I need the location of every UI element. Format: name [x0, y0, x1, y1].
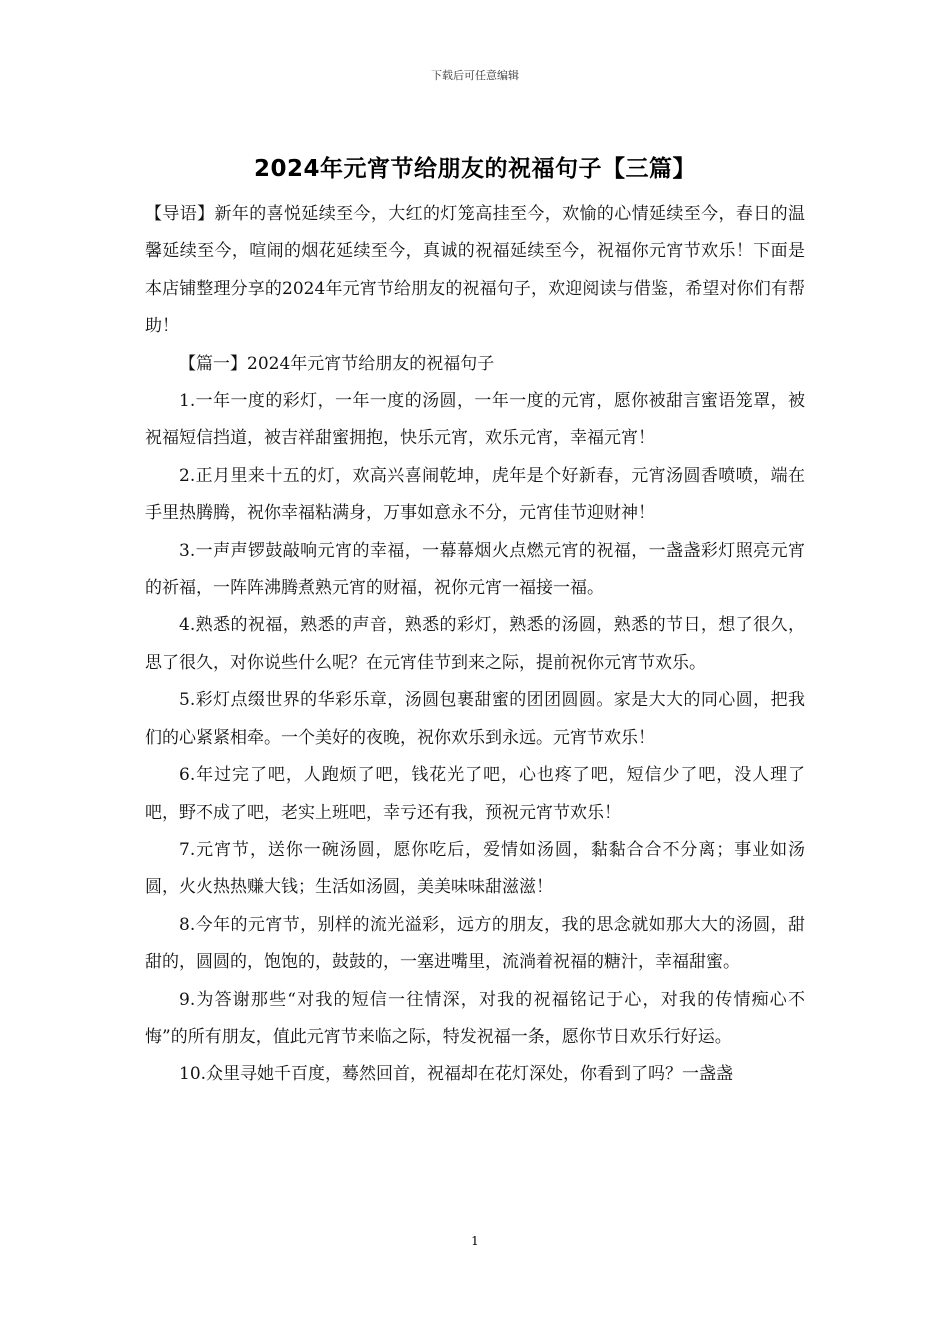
- list-item: 2.正月里来十五的灯，欢高兴喜闹乾坤，虎年是个好新春，元宵汤圆香喷喷，端在手里热腾腾，祝你幸福粘满身，万事如意永不分，元宵佳节迎财神！: [145, 465, 805, 524]
- list-item: 7.元宵节，送你一碗汤圆，愿你吃后，爱情如汤圆，黏黏合合不分离；事业如汤圆，火火热热赚大钱；生活如汤圆，美美味味甜滋滋！: [145, 839, 805, 898]
- intro-paragraph: 【导语】新年的喜悦延续至今，大红的灯笼高挂至今，欢愉的心情延续至今，春日的温馨延续至今，喧闹的烟花延续至今，真诚的祝福延续至今，祝福你元宵节欢乐！下面是本店铺整理分享的2024年元宵节给朋友的祝福句子，欢迎阅读与借鉴，希望对你们有帮助！: [145, 204, 805, 337]
- page-number: 1: [471, 1234, 479, 1248]
- list-item: 4.熟悉的祝福，熟悉的声音，熟悉的彩灯，熟悉的汤圆，熟悉的节日，想了很久，思了很久，对你说些什么呢？在元宵佳节到来之际，提前祝你元宵节欢乐。: [145, 615, 805, 673]
- document-title: 2024年元宵节给朋友的祝福句子【三篇】: [253, 156, 696, 182]
- document-body: [145, 196, 805, 1094]
- header-note: 下载后可任意编辑: [431, 69, 519, 82]
- list-item: 6.年过完了吧，人跑烦了吧，钱花光了吧，心也疼了吧，短信少了吧，没人理了吧，野不成了吧，老实上班吧，幸亏还有我，预祝元宵节欢乐！: [145, 765, 805, 823]
- list-item: 5.彩灯点缀世界的华彩乐章，汤圆包裹甜蜜的团团圆圆。家是大大的同心圆，把我们的心紧紧相牵。一个美好的夜晚，祝你欢乐到永远。元宵节欢乐！: [145, 690, 805, 748]
- section-heading: 【篇一】2024年元宵节给朋友的祝福句子: [179, 353, 495, 374]
- list-item: 9.为答谢那些“对我的短信一往情深，对我的祝福铭记于心，对我的传情痴心不悔”的所有朋友，值此元宵节来临之际，特发祝福一条，愿你节日欢乐行好运。: [145, 989, 805, 1047]
- list-item: 8.今年的元宵节，别样的流光溢彩，远方的朋友，我的思念就如那大大的汤圆，甜甜的，圆圆的，饱饱的，鼓鼓的，一塞进嘴里，流淌着祝福的糖汁，幸福甜蜜。: [145, 914, 805, 973]
- list-item: 10.众里寻她千百度，蓦然回首，祝福却在花灯深处，你看到了吗？一盏盏: [179, 1064, 734, 1085]
- list-item: 1.一年一度的彩灯，一年一度的汤圆，一年一度的元宵，愿你被甜言蜜语笼罩，被祝福短信挡道，被吉祥甜蜜拥抱，快乐元宵，欢乐元宵，幸福元宵！: [145, 391, 805, 449]
- list-item: 3.一声声锣鼓敲响元宵的幸福，一幕幕烟火点燃元宵的祝福，一盏盏彩灯照亮元宵的祈福，一阵阵沸腾煮熟元宵的财福，祝你元宵一福接一福。: [145, 540, 805, 599]
